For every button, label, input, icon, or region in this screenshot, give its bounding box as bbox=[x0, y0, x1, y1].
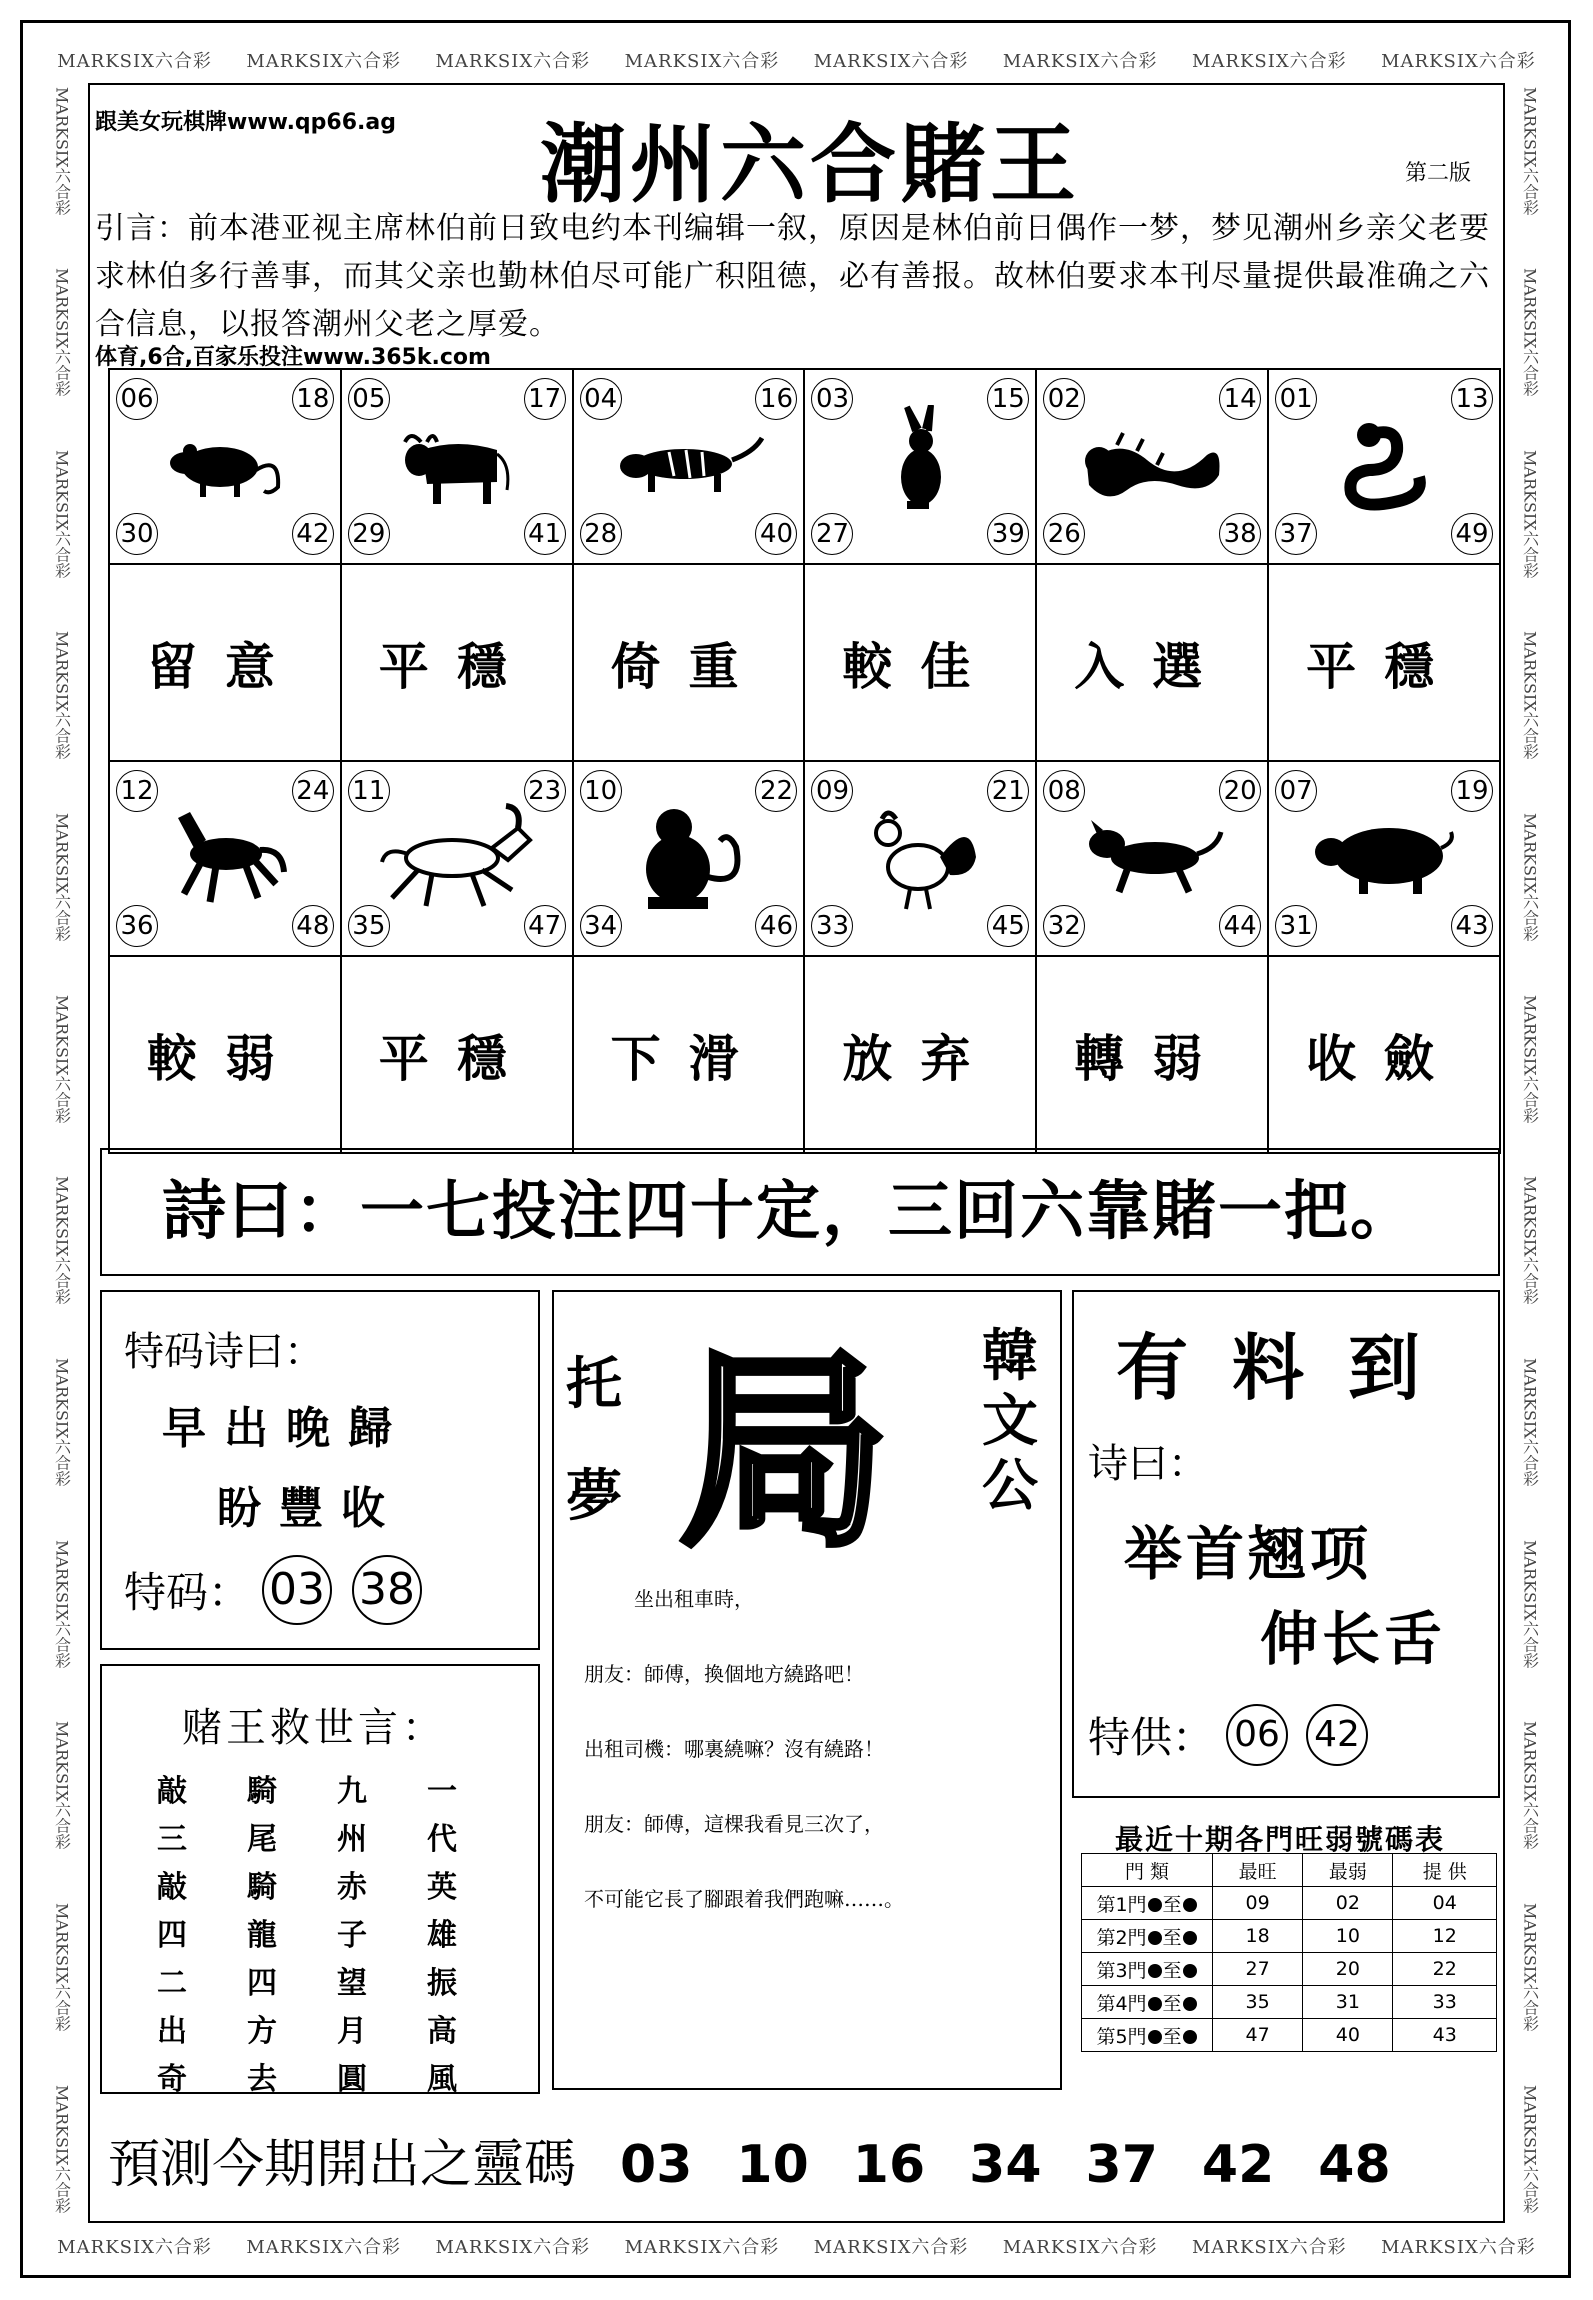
zodiac-number: 07 bbox=[1275, 770, 1317, 812]
zodiac-number: 42 bbox=[292, 513, 334, 555]
word-char: 出 bbox=[157, 2014, 187, 2049]
zodiac-number: 45 bbox=[987, 905, 1029, 947]
zodiac-number: 02 bbox=[1043, 378, 1085, 420]
prediction-row bbox=[108, 2122, 1391, 2197]
offer-col-header: 提 供 bbox=[1393, 1854, 1497, 1887]
special-code-label: 特码： bbox=[124, 1568, 251, 1617]
word-char: 四 bbox=[157, 1918, 187, 1953]
zodiac-number: 46 bbox=[755, 905, 797, 947]
gambler-words-heading: 赌王救世言： bbox=[182, 1705, 446, 1751]
zodiac-cell bbox=[573, 369, 805, 564]
zodiac-number: 33 bbox=[811, 905, 853, 947]
verdict-cell: 轉弱 bbox=[1036, 956, 1268, 1153]
poem-bar: 詩曰：一七投注四十定，三回六靠賭一把。 bbox=[100, 1148, 1500, 1276]
zodiac-number: 35 bbox=[348, 905, 390, 947]
watermark-text: MARKSIX六合彩 bbox=[52, 2084, 72, 2214]
monkey-icon bbox=[624, 797, 754, 921]
watermark-text: MARKSIX六合彩 bbox=[1191, 51, 1347, 72]
verdict-cell: 倚重 bbox=[573, 564, 805, 761]
prediction-code: 10 bbox=[736, 2135, 809, 2195]
zodiac-number: 41 bbox=[524, 513, 566, 555]
horse-icon bbox=[160, 802, 290, 916]
door-table bbox=[1081, 1853, 1497, 2052]
strong-col-header: 最旺 bbox=[1213, 1854, 1303, 1887]
door-label: 第3門 bbox=[1096, 1959, 1147, 1982]
ad-link-qp66[interactable]: 跟美女玩棋牌www.qp66.ag bbox=[95, 110, 396, 135]
word-char: 騎 bbox=[247, 1870, 277, 1905]
zodiac-cell bbox=[1036, 369, 1268, 564]
door-strong-cell: 27 bbox=[1213, 1953, 1303, 1986]
door-to: 至 bbox=[1162, 1926, 1182, 1949]
door-weak-cell: 31 bbox=[1303, 1986, 1393, 2019]
word-char: 騎 bbox=[247, 1774, 277, 1809]
watermark-left bbox=[44, 60, 80, 2240]
dream-box bbox=[552, 1290, 1062, 2090]
goat-icon bbox=[372, 802, 542, 916]
author-label-1: 韓 bbox=[982, 1324, 1038, 1389]
door-weak-cell: 40 bbox=[1303, 2019, 1393, 2052]
prediction-label: 預測今期開出之靈碼 bbox=[108, 2135, 577, 2195]
word-char: 四 bbox=[247, 1966, 277, 2001]
zodiac-cell bbox=[109, 369, 341, 564]
zodiac-number: 22 bbox=[755, 770, 797, 812]
zodiac-number: 30 bbox=[116, 513, 158, 555]
material-box bbox=[1072, 1290, 1500, 1798]
door-cell bbox=[1082, 1953, 1213, 1986]
zodiac-number: 38 bbox=[1219, 513, 1261, 555]
gambler-words-grid bbox=[157, 1766, 517, 2098]
material-supply-row bbox=[1088, 1704, 1368, 1766]
door-col-header: 門 類 bbox=[1082, 1854, 1213, 1887]
zodiac-number: 26 bbox=[1043, 513, 1085, 555]
door-strong-cell: 35 bbox=[1213, 1986, 1303, 2019]
door-table-row bbox=[1082, 1953, 1497, 1986]
watermark-text: MARKSIX六合彩 bbox=[1520, 2084, 1540, 2214]
door-table-row bbox=[1082, 2019, 1497, 2052]
watermark-text: MARKSIX六合彩 bbox=[52, 1903, 72, 2032]
verdict-row-2 bbox=[109, 956, 1500, 1153]
word-char: 望 bbox=[337, 1966, 367, 2001]
door-to: 至 bbox=[1162, 1893, 1182, 1916]
watermark-text: MARKSIX六合彩 bbox=[52, 1358, 72, 1487]
door-cell bbox=[1082, 1887, 1213, 1920]
dream-label-2: 夢 bbox=[566, 1464, 622, 1529]
door-label: 第1門 bbox=[1096, 1893, 1147, 1916]
verdict-cell: 留意 bbox=[109, 564, 341, 761]
door-offer-cell: 04 bbox=[1393, 1887, 1497, 1920]
verdict-cell: 較佳 bbox=[804, 564, 1036, 761]
watermark-text: MARKSIX六合彩 bbox=[1520, 86, 1540, 216]
zodiac-number: 18 bbox=[292, 378, 334, 420]
zodiac-number: 47 bbox=[524, 905, 566, 947]
author-label-2: 文 bbox=[982, 1389, 1038, 1454]
zodiac-number: 49 bbox=[1451, 513, 1493, 555]
ball-icon bbox=[1183, 1931, 1197, 1945]
prediction-codes bbox=[576, 2135, 1391, 2195]
story-line: 朋友：師傅，這棵我看見三次了， bbox=[584, 1812, 884, 1836]
zodiac-number: 15 bbox=[987, 378, 1029, 420]
word-char: 奇 bbox=[157, 2062, 187, 2097]
zodiac-row-1 bbox=[109, 369, 1500, 564]
watermark-text: MARKSIX六合彩 bbox=[624, 51, 780, 72]
zodiac-number: 08 bbox=[1043, 770, 1085, 812]
watermark-text: MARKSIX六合彩 bbox=[52, 631, 72, 761]
word-char: 三 bbox=[157, 1822, 187, 1857]
word-char: 敲 bbox=[157, 1774, 187, 1809]
zodiac-number: 01 bbox=[1275, 378, 1317, 420]
watermark-bottom bbox=[40, 2226, 1553, 2266]
watermark-text: MARKSIX六合彩 bbox=[1381, 2237, 1536, 2258]
zodiac-row-2 bbox=[109, 761, 1500, 956]
door-strong-cell: 47 bbox=[1213, 2019, 1303, 2052]
zodiac-number: 43 bbox=[1451, 905, 1493, 947]
watermark-text: MARKSIX六合彩 bbox=[1520, 813, 1540, 942]
material-poem-label: 诗曰： bbox=[1088, 1441, 1208, 1487]
zodiac-cell bbox=[1268, 369, 1500, 564]
watermark-text: MARKSIX六合彩 bbox=[1520, 994, 1540, 1124]
zodiac-number: 21 bbox=[987, 770, 1029, 812]
author-label-3: 公 bbox=[982, 1454, 1038, 1519]
zodiac-number: 05 bbox=[348, 378, 390, 420]
zodiac-cell bbox=[341, 369, 573, 564]
material-supply-label: 特供： bbox=[1088, 1713, 1215, 1762]
word-char: 州 bbox=[337, 1822, 367, 1857]
watermark-text: MARKSIX六合彩 bbox=[1520, 268, 1540, 397]
word-char: 圓 bbox=[337, 2062, 367, 2097]
pig-icon bbox=[1309, 812, 1459, 906]
watermark-text: MARKSIX六合彩 bbox=[813, 2237, 969, 2258]
material-heading: 有料到 bbox=[1116, 1326, 1465, 1410]
door-strong-cell: 18 bbox=[1213, 1920, 1303, 1953]
word-char: 代 bbox=[427, 1822, 457, 1857]
watermark-text: MARKSIX六合彩 bbox=[57, 51, 212, 72]
word-char: 尾 bbox=[247, 1822, 277, 1857]
zodiac-number: 20 bbox=[1219, 770, 1261, 812]
watermark-text: MARKSIX六合彩 bbox=[1520, 631, 1540, 761]
door-weak-cell: 20 bbox=[1303, 1953, 1393, 1986]
door-cell bbox=[1082, 1920, 1213, 1953]
ball-icon bbox=[1183, 1898, 1197, 1912]
special-code-row bbox=[124, 1555, 422, 1625]
zodiac-cell bbox=[1036, 761, 1268, 956]
watermark-text: MARKSIX六合彩 bbox=[246, 51, 402, 72]
zodiac-grid bbox=[108, 368, 1501, 1154]
zodiac-number: 27 bbox=[811, 513, 853, 555]
door-table-row bbox=[1082, 1920, 1497, 1953]
zodiac-number: 03 bbox=[811, 378, 853, 420]
word-char: 雄 bbox=[427, 1918, 457, 1953]
tiger-icon bbox=[614, 430, 764, 504]
watermark-text: MARKSIX六合彩 bbox=[246, 2237, 402, 2258]
watermark-text: MARKSIX六合彩 bbox=[435, 2237, 591, 2258]
material-line2: 伸长舌 bbox=[1260, 1605, 1447, 1673]
zodiac-number: 48 bbox=[292, 905, 334, 947]
intro-text: 引言：前本港亚视主席林伯前日致电约本刊编辑一叙，原因是林伯前日偶作一梦，梦见潮州乡亲父老要求林伯多行善事，而其父亲也勤林伯尽可能广积阻德，必有善报。故林伯要求本刊尽量提供最准确之六合信息，以报答潮州父老之厚爱。 bbox=[95, 211, 1490, 342]
zodiac-number: 31 bbox=[1275, 905, 1317, 947]
watermark-text: MARKSIX六合彩 bbox=[1520, 1539, 1540, 1669]
verdict-cell: 平穩 bbox=[341, 956, 573, 1153]
word-char: 敲 bbox=[157, 1870, 187, 1905]
door-cell bbox=[1082, 2019, 1213, 2052]
prediction-code: 16 bbox=[852, 2135, 926, 2195]
prediction-code: 03 bbox=[620, 2135, 693, 2195]
special-poem-line2: 盼豐收 bbox=[217, 1483, 403, 1534]
verdict-cell: 平穩 bbox=[341, 564, 573, 761]
verdict-cell: 較弱 bbox=[109, 956, 341, 1153]
story-line: 不可能它長了腳跟着我們跑嘛……。 bbox=[584, 1887, 904, 1911]
story-line: 出租司機：哪裏繞嘛？沒有繞路！ bbox=[584, 1737, 884, 1761]
watermark-text: MARKSIX六合彩 bbox=[1520, 449, 1540, 579]
watermark-text: MARKSIX六合彩 bbox=[624, 2237, 780, 2258]
zodiac-number: 24 bbox=[292, 770, 334, 812]
edition-label: 第二版 bbox=[1405, 161, 1472, 186]
zodiac-number: 14 bbox=[1219, 378, 1261, 420]
zodiac-number: 28 bbox=[580, 513, 622, 555]
door-table-header bbox=[1082, 1854, 1497, 1887]
rabbit-icon bbox=[885, 405, 955, 529]
dog-icon bbox=[1077, 812, 1227, 906]
zodiac-number: 06 bbox=[116, 378, 158, 420]
dream-big-char: 局 bbox=[679, 1330, 890, 1575]
door-table-row bbox=[1082, 1986, 1497, 2019]
watermark-text: MARKSIX六合彩 bbox=[52, 813, 72, 942]
zodiac-number: 23 bbox=[524, 770, 566, 812]
verdict-cell: 平穩 bbox=[1268, 564, 1500, 761]
door-table-caption: 最近十期各門旺弱號碼表 bbox=[1115, 1823, 1446, 1856]
dream-label-1: 托 bbox=[566, 1352, 622, 1417]
zodiac-number: 12 bbox=[116, 770, 158, 812]
word-char: 赤 bbox=[337, 1870, 367, 1905]
door-offer-cell: 22 bbox=[1393, 1953, 1497, 1986]
story-line: 坐出租車時， bbox=[634, 1587, 754, 1611]
page-title: 潮州六合賭王 bbox=[540, 114, 1080, 215]
zodiac-number: 09 bbox=[811, 770, 853, 812]
watermark-text: MARKSIX六合彩 bbox=[52, 268, 72, 397]
watermark-text: MARKSIX六合彩 bbox=[52, 449, 72, 579]
zodiac-cell bbox=[341, 761, 573, 956]
prediction-code: 37 bbox=[1085, 2135, 1158, 2195]
zodiac-number: 44 bbox=[1219, 905, 1261, 947]
watermark-text: MARKSIX六合彩 bbox=[57, 2237, 212, 2258]
word-char: 風 bbox=[427, 2062, 457, 2097]
zodiac-number: 34 bbox=[580, 905, 622, 947]
word-char: 龍 bbox=[247, 1918, 277, 1953]
weak-col-header: 最弱 bbox=[1303, 1854, 1393, 1887]
verdict-cell: 收斂 bbox=[1268, 956, 1500, 1153]
watermark-text: MARKSIX六合彩 bbox=[52, 994, 72, 1124]
ball-icon bbox=[1148, 1964, 1162, 1978]
zodiac-number: 10 bbox=[580, 770, 622, 812]
zodiac-number: 40 bbox=[755, 513, 797, 555]
zodiac-cell bbox=[109, 761, 341, 956]
door-label: 第5門 bbox=[1096, 2025, 1147, 2048]
material-code-1: 06 bbox=[1226, 1704, 1288, 1766]
word-char: 英 bbox=[427, 1870, 457, 1905]
door-strong-cell: 09 bbox=[1213, 1887, 1303, 1920]
watermark-text: MARKSIX六合彩 bbox=[1520, 1358, 1540, 1487]
prediction-code: 34 bbox=[969, 2135, 1042, 2195]
gambler-words-box bbox=[100, 1664, 540, 2097]
watermark-right bbox=[1512, 60, 1548, 2240]
zodiac-cell bbox=[804, 369, 1036, 564]
watermark-text: MARKSIX六合彩 bbox=[1002, 51, 1158, 72]
word-char: 月 bbox=[337, 2014, 367, 2049]
zodiac-number: 37 bbox=[1275, 513, 1317, 555]
watermark-text: MARKSIX六合彩 bbox=[1191, 2237, 1347, 2258]
watermark-text: MARKSIX六合彩 bbox=[1520, 1721, 1540, 1851]
door-to: 至 bbox=[1162, 1992, 1182, 2015]
watermark-text: MARKSIX六合彩 bbox=[435, 51, 591, 72]
zodiac-cell bbox=[804, 761, 1036, 956]
zodiac-number: 13 bbox=[1451, 378, 1493, 420]
word-char: 子 bbox=[337, 1918, 367, 1953]
dragon-icon bbox=[1077, 415, 1227, 519]
watermark-text: MARKSIX六合彩 bbox=[1520, 1903, 1540, 2032]
door-table-row bbox=[1082, 1887, 1497, 1920]
zodiac-number: 32 bbox=[1043, 905, 1085, 947]
ball-icon bbox=[1183, 1997, 1197, 2011]
ox-icon bbox=[397, 420, 517, 514]
word-char: 一 bbox=[427, 1774, 457, 1809]
ball-icon bbox=[1148, 1898, 1162, 1912]
special-code-1: 03 bbox=[262, 1555, 332, 1625]
special-poem-box bbox=[100, 1290, 540, 1650]
material-line1: 举首翘项 bbox=[1124, 1520, 1373, 1588]
watermark-text: MARKSIX六合彩 bbox=[52, 1539, 72, 1669]
zodiac-number: 17 bbox=[524, 378, 566, 420]
special-poem-heading: 特码诗曰： bbox=[124, 1329, 324, 1375]
special-poem-line1: 早出晚歸 bbox=[162, 1403, 410, 1454]
door-to: 至 bbox=[1162, 2025, 1182, 2048]
door-label: 第4門 bbox=[1096, 1992, 1147, 2015]
zodiac-number: 36 bbox=[116, 905, 158, 947]
ball-icon bbox=[1148, 2030, 1162, 2044]
zodiac-number: 04 bbox=[580, 378, 622, 420]
zodiac-number: 16 bbox=[755, 378, 797, 420]
rat-icon bbox=[160, 425, 290, 509]
special-code-2: 38 bbox=[352, 1555, 422, 1625]
prediction-code: 48 bbox=[1318, 2135, 1391, 2195]
rooster-icon bbox=[860, 797, 980, 921]
verdict-cell: 入選 bbox=[1036, 564, 1268, 761]
material-code-2: 42 bbox=[1306, 1704, 1368, 1766]
story-line: 朋友：師傅，換個地方繞路吧！ bbox=[584, 1662, 864, 1686]
verdict-cell: 放弃 bbox=[804, 956, 1036, 1153]
door-weak-cell: 02 bbox=[1303, 1887, 1393, 1920]
door-offer-cell: 33 bbox=[1393, 1986, 1497, 2019]
watermark-text: MARKSIX六合彩 bbox=[1520, 1176, 1540, 1306]
zodiac-number: 29 bbox=[348, 513, 390, 555]
watermark-text: MARKSIX六合彩 bbox=[52, 86, 72, 216]
door-offer-cell: 43 bbox=[1393, 2019, 1497, 2052]
zodiac-cell bbox=[573, 761, 805, 956]
door-to: 至 bbox=[1162, 1959, 1182, 1982]
watermark-text: MARKSIX六合彩 bbox=[52, 1721, 72, 1851]
ball-icon bbox=[1183, 2030, 1197, 2044]
watermark-text: MARKSIX六合彩 bbox=[52, 1176, 72, 1306]
watermark-top bbox=[40, 40, 1553, 80]
ball-icon bbox=[1148, 1931, 1162, 1945]
word-char: 振 bbox=[427, 1966, 457, 2001]
zodiac-number: 39 bbox=[987, 513, 1029, 555]
door-offer-cell: 12 bbox=[1393, 1920, 1497, 1953]
zodiac-number: 11 bbox=[348, 770, 390, 812]
ad-link-365k[interactable]: 体育,6合,百家乐投注www.365k.com bbox=[95, 345, 491, 370]
watermark-text: MARKSIX六合彩 bbox=[813, 51, 969, 72]
zodiac-number: 19 bbox=[1451, 770, 1493, 812]
word-char: 方 bbox=[247, 2014, 277, 2049]
verdict-row-1 bbox=[109, 564, 1500, 761]
ball-icon bbox=[1183, 1964, 1197, 1978]
zodiac-cell bbox=[1268, 761, 1500, 956]
door-label: 第2門 bbox=[1096, 1926, 1147, 1949]
door-cell bbox=[1082, 1986, 1213, 2019]
door-weak-cell: 10 bbox=[1303, 1920, 1393, 1953]
ball-icon bbox=[1148, 1997, 1162, 2011]
verdict-cell: 下滑 bbox=[573, 956, 805, 1153]
dream-story bbox=[584, 1562, 1044, 1937]
watermark-text: MARKSIX六合彩 bbox=[1002, 2237, 1158, 2258]
snake-icon bbox=[1339, 415, 1429, 519]
word-char: 高 bbox=[427, 2014, 457, 2049]
word-char: 去 bbox=[247, 2062, 277, 2097]
prediction-code: 42 bbox=[1201, 2135, 1275, 2195]
watermark-text: MARKSIX六合彩 bbox=[1381, 51, 1536, 72]
word-char: 九 bbox=[337, 1774, 367, 1809]
word-char: 二 bbox=[157, 1966, 187, 2001]
